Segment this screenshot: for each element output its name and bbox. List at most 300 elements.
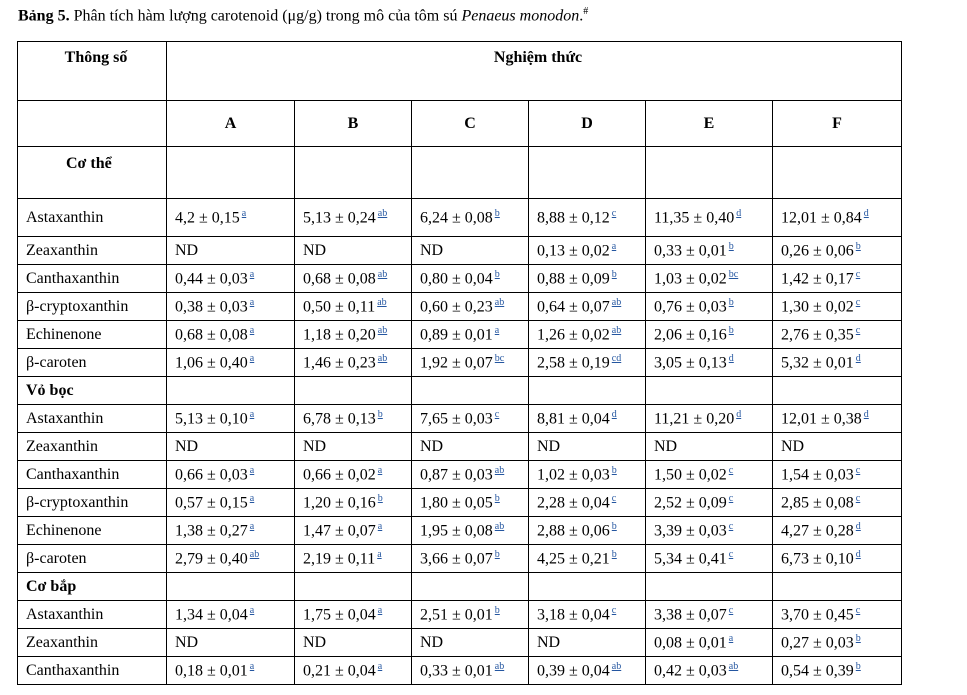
value-cell: [295, 405, 412, 433]
significance-letter: c: [728, 492, 734, 504]
significance-letter: b: [494, 548, 500, 560]
significance-letter: d: [855, 520, 861, 532]
value-cell: [295, 321, 412, 349]
mean-sd-value: 0,80 ± 0,04: [420, 270, 493, 288]
value-cell: [646, 349, 773, 377]
mean-sd-value: 1,92 ± 0,07: [420, 354, 493, 372]
significance-letter: d: [728, 352, 734, 364]
value-cell: [295, 433, 412, 461]
significance-letter: ab: [611, 660, 622, 672]
value-cell: [529, 265, 646, 293]
value-cell: [646, 657, 773, 685]
significance-letter: ab: [494, 464, 505, 476]
significance-letter: b: [611, 520, 617, 532]
significance-letter: d: [611, 408, 617, 420]
significance-letter: c: [728, 520, 734, 532]
significance-letter: b: [728, 324, 734, 336]
value-cell: [412, 629, 529, 657]
significance-letter: d: [863, 207, 869, 219]
param-header: Thông số: [18, 42, 167, 101]
value-cell: [167, 461, 295, 489]
mean-sd-value: 0,13 ± 0,02: [537, 242, 610, 260]
significance-letter: a: [249, 464, 255, 476]
mean-sd-value: 5,13 ± 0,10: [175, 410, 248, 428]
mean-sd-value: 7,65 ± 0,03: [420, 410, 493, 428]
value-cell: [295, 461, 412, 489]
mean-sd-value: 1,47 ± 0,07: [303, 522, 376, 540]
value-cell: [167, 293, 295, 321]
value-cell: [773, 237, 902, 265]
significance-letter: b: [494, 492, 500, 504]
value-cell: [295, 629, 412, 657]
significance-letter: c: [855, 492, 861, 504]
treatment-label-f: F: [773, 101, 902, 147]
mean-sd-value: 1,34 ± 0,04: [175, 606, 248, 624]
value-cell: [773, 517, 902, 545]
mean-sd-value: 0,87 ± 0,03: [420, 466, 493, 484]
mean-sd-value: 1,50 ± 0,02: [654, 466, 727, 484]
mean-sd-value: 5,13 ± 0,24: [303, 209, 376, 227]
mean-sd-value: 1,02 ± 0,03: [537, 466, 610, 484]
mean-sd-value: 2,85 ± 0,08: [781, 494, 854, 512]
mean-sd-value: 11,35 ± 0,40: [654, 209, 735, 227]
section-label: Cơ bắp: [18, 573, 167, 601]
mean-sd-value: 2,76 ± 0,35: [781, 326, 854, 344]
table-row: [18, 489, 902, 517]
mean-sd-value: 0,68 ± 0,08: [303, 270, 376, 288]
significance-letter: b: [855, 632, 861, 644]
significance-letter: b: [855, 240, 861, 252]
mean-sd-value: 0,33 ± 0,01: [420, 662, 493, 680]
mean-sd-value: 2,19 ± 0,11: [303, 550, 376, 568]
mean-sd-value: 6,73 ± 0,10: [781, 550, 854, 568]
mean-sd-value: 0,89 ± 0,01: [420, 326, 493, 344]
mean-sd-value: ND: [175, 437, 199, 455]
value-cell: [295, 545, 412, 573]
mean-sd-value: 0,39 ± 0,04: [537, 662, 610, 680]
section-empty-cell: [529, 377, 646, 405]
mean-sd-value: 1,06 ± 0,40: [175, 354, 248, 372]
significance-letter: b: [611, 464, 617, 476]
mean-sd-value: ND: [420, 241, 444, 259]
mean-sd-value: 0,66 ± 0,03: [175, 466, 248, 484]
significance-letter: c: [855, 296, 861, 308]
mean-sd-value: 1,54 ± 0,03: [781, 466, 854, 484]
mean-sd-value: 1,38 ± 0,27: [175, 522, 248, 540]
mean-sd-value: 1,42 ± 0,17: [781, 270, 854, 288]
value-cell: [412, 489, 529, 517]
section-empty-cell: [295, 147, 412, 199]
significance-letter: a: [377, 660, 383, 672]
value-cell: [167, 237, 295, 265]
mean-sd-value: 2,88 ± 0,06: [537, 522, 610, 540]
caption-species: Penaeus monodon: [461, 7, 580, 25]
value-cell: [529, 405, 646, 433]
compound-name: Astaxanthin: [18, 601, 167, 629]
significance-letter: d: [855, 548, 861, 560]
mean-sd-value: ND: [420, 633, 444, 651]
mean-sd-value: 3,05 ± 0,13: [654, 354, 727, 372]
significance-letter: cd: [611, 352, 622, 364]
value-cell: [167, 199, 295, 237]
value-cell: [412, 517, 529, 545]
mean-sd-value: 0,76 ± 0,03: [654, 298, 727, 316]
significance-letter: a: [249, 604, 255, 616]
table-row: [18, 321, 902, 349]
significance-letter: b: [855, 660, 861, 672]
section-empty-cell: [646, 377, 773, 405]
value-cell: [529, 489, 646, 517]
mean-sd-value: 0,21 ± 0,04: [303, 662, 376, 680]
mean-sd-value: ND: [303, 633, 327, 651]
significance-letter: b: [494, 268, 500, 280]
mean-sd-value: 0,18 ± 0,01: [175, 662, 248, 680]
value-cell: [529, 433, 646, 461]
mean-sd-value: 12,01 ± 0,38: [781, 410, 862, 428]
significance-letter: c: [728, 604, 734, 616]
significance-letter: d: [863, 408, 869, 420]
significance-letter: a: [377, 464, 383, 476]
value-cell: [295, 265, 412, 293]
value-cell: [646, 433, 773, 461]
value-cell: [773, 489, 902, 517]
mean-sd-value: 0,33 ± 0,01: [654, 242, 727, 260]
mean-sd-value: ND: [303, 241, 327, 259]
mean-sd-value: 1,20 ± 0,16: [303, 494, 376, 512]
mean-sd-value: 8,81 ± 0,04: [537, 410, 610, 428]
mean-sd-value: 1,80 ± 0,05: [420, 494, 493, 512]
table-body: [18, 42, 902, 685]
section-row: [18, 573, 902, 601]
value-cell: [167, 405, 295, 433]
mean-sd-value: 0,66 ± 0,02: [303, 466, 376, 484]
significance-letter: ab: [494, 296, 505, 308]
mean-sd-value: 3,70 ± 0,45: [781, 606, 854, 624]
section-empty-cell: [412, 573, 529, 601]
significance-letter: a: [494, 324, 500, 336]
mean-sd-value: ND: [654, 437, 678, 455]
value-cell: [529, 237, 646, 265]
mean-sd-value: 1,95 ± 0,08: [420, 522, 493, 540]
value-cell: [773, 265, 902, 293]
table-row: [18, 657, 902, 685]
significance-letter: b: [377, 408, 383, 420]
mean-sd-value: ND: [303, 437, 327, 455]
section-empty-cell: [412, 147, 529, 199]
significance-letter: a: [249, 492, 255, 504]
mean-sd-value: ND: [420, 437, 444, 455]
significance-letter: d: [736, 408, 742, 420]
value-cell: [412, 199, 529, 237]
value-cell: [773, 657, 902, 685]
compound-name: Zeaxanthin: [18, 629, 167, 657]
value-cell: [529, 461, 646, 489]
section-empty-cell: [646, 573, 773, 601]
value-cell: [412, 461, 529, 489]
value-cell: [646, 461, 773, 489]
value-cell: [295, 601, 412, 629]
mean-sd-value: 1,03 ± 0,02: [654, 270, 727, 288]
value-cell: [412, 265, 529, 293]
value-cell: [295, 237, 412, 265]
significance-letter: c: [855, 604, 861, 616]
compound-name: β-caroten: [18, 545, 167, 573]
significance-letter: b: [611, 548, 617, 560]
significance-letter: b: [728, 240, 734, 252]
section-empty-cell: [529, 147, 646, 199]
value-cell: [412, 237, 529, 265]
significance-letter: c: [728, 464, 734, 476]
section-row: [18, 377, 902, 405]
table-row: [18, 405, 902, 433]
value-cell: [529, 601, 646, 629]
mean-sd-value: 2,79 ± 0,40: [175, 550, 248, 568]
significance-letter: ab: [611, 324, 622, 336]
value-cell: [773, 433, 902, 461]
value-cell: [646, 405, 773, 433]
treatment-label-b: B: [295, 101, 412, 147]
value-cell: [646, 601, 773, 629]
compound-name: Echinenone: [18, 321, 167, 349]
value-cell: [412, 433, 529, 461]
value-cell: [529, 545, 646, 573]
significance-letter: ab: [728, 660, 739, 672]
mean-sd-value: 0,64 ± 0,07: [537, 298, 610, 316]
value-cell: [167, 433, 295, 461]
significance-letter: a: [611, 240, 617, 252]
significance-letter: c: [855, 324, 861, 336]
section-empty-cell: [529, 573, 646, 601]
header-row-top: [18, 42, 902, 101]
significance-letter: a: [241, 207, 247, 219]
value-cell: [412, 349, 529, 377]
mean-sd-value: 1,18 ± 0,20: [303, 326, 376, 344]
significance-letter: ab: [377, 296, 387, 308]
value-cell: [529, 349, 646, 377]
value-cell: [167, 349, 295, 377]
table-row: [18, 293, 902, 321]
mean-sd-value: 4,2 ± 0,15: [175, 209, 240, 227]
value-cell: [773, 405, 902, 433]
section-row: [18, 147, 902, 199]
mean-sd-value: 0,68 ± 0,08: [175, 326, 248, 344]
significance-letter: b: [377, 492, 383, 504]
significance-letter: ab: [494, 660, 505, 672]
mean-sd-value: 1,30 ± 0,02: [781, 298, 854, 316]
significance-letter: c: [494, 408, 500, 420]
value-cell: [167, 489, 295, 517]
significance-letter: a: [728, 632, 734, 644]
caption-footnote-mark: #: [583, 6, 589, 17]
table-row: [18, 237, 902, 265]
value-cell: [412, 321, 529, 349]
compound-name: β-cryptoxanthin: [18, 489, 167, 517]
value-cell: [167, 545, 295, 573]
mean-sd-value: ND: [175, 241, 199, 259]
header-row-treatments: [18, 101, 902, 147]
value-cell: [773, 601, 902, 629]
compound-name: Astaxanthin: [18, 199, 167, 237]
value-cell: [646, 237, 773, 265]
value-cell: [646, 293, 773, 321]
value-cell: [646, 629, 773, 657]
value-cell: [773, 293, 902, 321]
value-cell: [167, 601, 295, 629]
mean-sd-value: ND: [537, 633, 561, 651]
significance-letter: b: [728, 296, 734, 308]
compound-name: β-caroten: [18, 349, 167, 377]
mean-sd-value: 0,26 ± 0,06: [781, 242, 854, 260]
significance-letter: c: [611, 207, 617, 219]
compound-name: Echinenone: [18, 517, 167, 545]
compound-name: Zeaxanthin: [18, 433, 167, 461]
compound-name: Zeaxanthin: [18, 237, 167, 265]
mean-sd-value: 8,88 ± 0,12: [537, 209, 610, 227]
mean-sd-value: 4,27 ± 0,28: [781, 522, 854, 540]
significance-letter: a: [249, 408, 255, 420]
value-cell: [295, 349, 412, 377]
mean-sd-value: 2,51 ± 0,01: [420, 606, 493, 624]
significance-letter: d: [736, 207, 742, 219]
mean-sd-value: 3,39 ± 0,03: [654, 522, 727, 540]
section-empty-cell: [412, 377, 529, 405]
mean-sd-value: ND: [537, 437, 561, 455]
mean-sd-value: 0,50 ± 0,11: [303, 298, 376, 316]
significance-letter: ab: [377, 324, 388, 336]
mean-sd-value: 0,38 ± 0,03: [175, 298, 248, 316]
mean-sd-value: 1,26 ± 0,02: [537, 326, 610, 344]
compound-name: Canthaxanthin: [18, 265, 167, 293]
value-cell: [167, 517, 295, 545]
mean-sd-value: 2,06 ± 0,16: [654, 326, 727, 344]
value-cell: [167, 265, 295, 293]
significance-letter: bc: [494, 352, 505, 364]
table-row: [18, 601, 902, 629]
table-row: [18, 517, 902, 545]
mean-sd-value: 0,88 ± 0,09: [537, 270, 610, 288]
significance-letter: ab: [377, 268, 388, 280]
section-empty-cell: [295, 377, 412, 405]
mean-sd-value: 11,21 ± 0,20: [654, 410, 735, 428]
significance-letter: a: [249, 268, 255, 280]
carotenoid-table: [17, 41, 902, 685]
caption-text: Phân tích hàm lượng carotenoid (μg/g) trong mô của tôm sú: [69, 7, 462, 25]
value-cell: [773, 199, 902, 237]
section-label: Vỏ bọc: [18, 377, 167, 405]
significance-letter: a: [377, 520, 383, 532]
section-empty-cell: [646, 147, 773, 199]
value-cell: [167, 321, 295, 349]
value-cell: [295, 489, 412, 517]
value-cell: [529, 629, 646, 657]
value-cell: [295, 199, 412, 237]
significance-letter: a: [249, 520, 255, 532]
mean-sd-value: 0,08 ± 0,01: [654, 634, 727, 652]
table-row: [18, 199, 902, 237]
value-cell: [167, 629, 295, 657]
mean-sd-value: 0,42 ± 0,03: [654, 662, 727, 680]
mean-sd-value: 1,75 ± 0,04: [303, 606, 376, 624]
significance-letter: c: [611, 492, 617, 504]
value-cell: [529, 321, 646, 349]
value-cell: [529, 517, 646, 545]
significance-letter: ab: [611, 296, 622, 308]
compound-name: β-cryptoxanthin: [18, 293, 167, 321]
table-row: [18, 629, 902, 657]
significance-letter: a: [249, 352, 255, 364]
mean-sd-value: 2,28 ± 0,04: [537, 494, 610, 512]
compound-name: Astaxanthin: [18, 405, 167, 433]
treatment-label-e: E: [646, 101, 773, 147]
mean-sd-value: 2,52 ± 0,09: [654, 494, 727, 512]
significance-letter: d: [855, 352, 861, 364]
value-cell: [529, 657, 646, 685]
caption-label: Bảng 5.: [18, 7, 70, 25]
mean-sd-value: 6,24 ± 0,08: [420, 209, 493, 227]
table-row: [18, 349, 902, 377]
value-cell: [773, 545, 902, 573]
value-cell: [412, 545, 529, 573]
mean-sd-value: 12,01 ± 0,84: [781, 209, 862, 227]
significance-letter: ab: [377, 207, 388, 219]
significance-letter: b: [494, 207, 500, 219]
section-empty-cell: [295, 573, 412, 601]
table-row: [18, 433, 902, 461]
value-cell: [773, 349, 902, 377]
mean-sd-value: 4,25 ± 0,21: [537, 550, 610, 568]
section-empty-cell: [167, 377, 295, 405]
value-cell: [167, 657, 295, 685]
mean-sd-value: 5,34 ± 0,41: [654, 550, 727, 568]
value-cell: [412, 405, 529, 433]
compound-name: Canthaxanthin: [18, 461, 167, 489]
value-cell: [295, 293, 412, 321]
mean-sd-value: 2,58 ± 0,19: [537, 354, 610, 372]
value-cell: [773, 629, 902, 657]
significance-letter: bc: [728, 268, 739, 280]
value-cell: [646, 517, 773, 545]
value-cell: [646, 321, 773, 349]
section-empty-cell: [773, 377, 902, 405]
mean-sd-value: 0,27 ± 0,03: [781, 634, 854, 652]
mean-sd-value: 3,38 ± 0,07: [654, 606, 727, 624]
significance-letter: c: [611, 604, 617, 616]
value-cell: [412, 293, 529, 321]
treatment-label-a: A: [167, 101, 295, 147]
significance-letter: ab: [249, 548, 260, 560]
value-cell: [773, 461, 902, 489]
significance-letter: ab: [494, 520, 505, 532]
value-cell: [646, 265, 773, 293]
header-empty-cell: [18, 101, 167, 147]
mean-sd-value: 3,66 ± 0,07: [420, 550, 493, 568]
significance-letter: b: [611, 268, 617, 280]
value-cell: [773, 321, 902, 349]
value-cell: [412, 657, 529, 685]
treatment-label-d: D: [529, 101, 646, 147]
mean-sd-value: 0,60 ± 0,23: [420, 298, 493, 316]
compound-name: Canthaxanthin: [18, 657, 167, 685]
section-empty-cell: [167, 573, 295, 601]
significance-letter: c: [855, 268, 861, 280]
table-row: [18, 545, 902, 573]
mean-sd-value: 0,57 ± 0,15: [175, 494, 248, 512]
table-row: [18, 461, 902, 489]
mean-sd-value: 6,78 ± 0,13: [303, 410, 376, 428]
section-empty-cell: [773, 147, 902, 199]
mean-sd-value: 3,18 ± 0,04: [537, 606, 610, 624]
treatment-label-c: C: [412, 101, 529, 147]
